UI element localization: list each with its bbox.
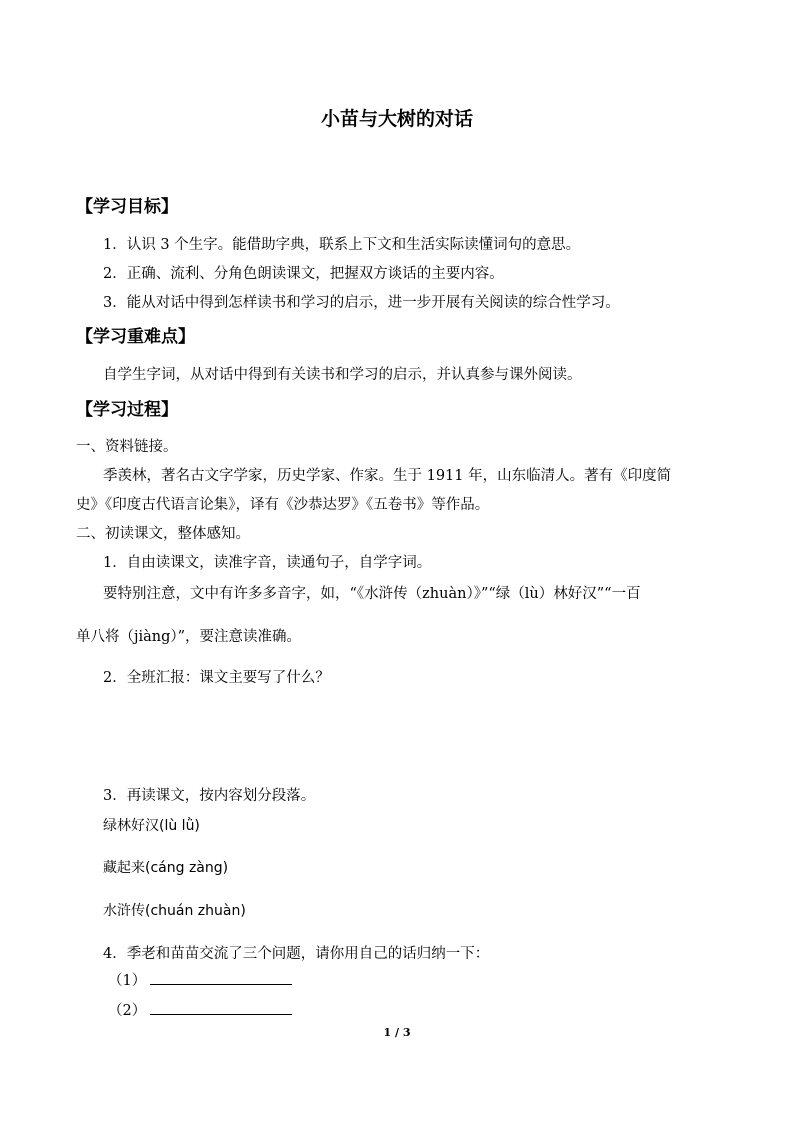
goal-item-1: 1．认识 3 个生字。能借助字典，联系上下文和生活实际读懂词句的意思。 [103, 237, 581, 253]
answer-label-1: （1） [108, 973, 147, 989]
step-1: 1．自由读课文，读准字音，读通句子，自学字词。 [103, 555, 432, 571]
answer-blank-1[interactable] [150, 970, 292, 985]
part2-title: 二、初读课文，整体感知。 [76, 526, 250, 542]
page-indicator: 1 / 3 [383, 1026, 411, 1039]
pinyin-choice-1: 绿林好汉(lù lǜ) [103, 818, 200, 834]
document-title: 小苗与大树的对话 [320, 108, 473, 130]
part1-text-line2: 史》《印度古代语言论集》，译有《沙恭达罗》《五卷书》等作品。 [76, 497, 490, 513]
part1-title: 一、资料链接。 [76, 439, 178, 455]
goal-item-2: 2．正确、流利、分角色朗读课文，把握双方谈话的主要内容。 [103, 266, 504, 282]
part1-text-line1: 季羡林，著名古文字学家，历史学家、作家。生于 1911 年，山东临清人。著有《印度简 [103, 468, 672, 484]
section-heading-process: 【学习过程】 [76, 400, 178, 420]
section-heading-goals: 【学习目标】 [76, 197, 178, 217]
step-2: 2．全班汇报：课文主要写了什么？ [103, 670, 330, 686]
polyphone-note-line1: 要特别注意，文中有许多多音字，如，“《水浒传（zhuàn）》”“绿（lù）林好汉”“一百 [103, 586, 641, 602]
answer-label-2: （2） [108, 1003, 147, 1019]
answer-line-1 [108, 969, 292, 990]
pinyin-choice-2: 藏起来(cáng zàng) [103, 860, 229, 876]
polyphone-note-line2: 单八将（jiàng）”，要注意读准确。 [76, 629, 302, 645]
step-4: 4．季老和苗苗交流了三个问题，请你用自己的话归纳一下： [103, 946, 490, 962]
answer-line-2 [108, 999, 292, 1020]
answer-blank-2[interactable] [150, 1000, 292, 1015]
section-heading-key-points: 【学习重难点】 [76, 327, 195, 347]
key-points-text: 自学生字词，从对话中得到有关读书和学习的启示，并认真参与课外阅读。 [103, 367, 582, 383]
pinyin-choice-3: 水浒传(chuán zhuàn) [103, 903, 246, 919]
step-3: 3．再读课文，按内容划分段落。 [103, 788, 316, 804]
goal-item-3: 3．能从对话中得到怎样读书和学习的启示，进一步开展有关阅读的综合性学习。 [103, 295, 620, 311]
